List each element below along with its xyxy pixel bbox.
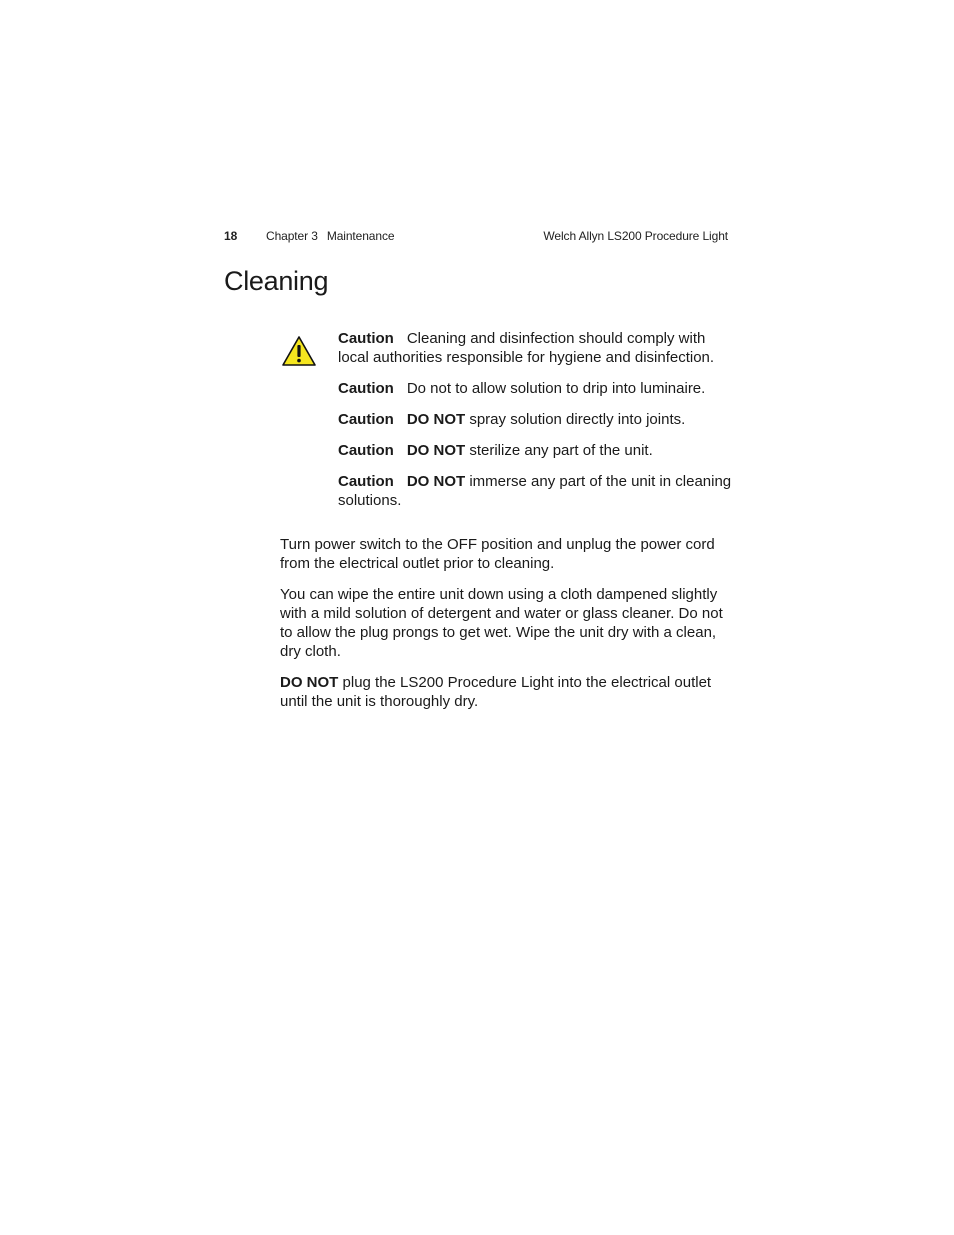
caution-text: sterilize any part of the unit. [469,442,653,459]
caution-text: Cleaning and disinfection should comply with local authorities responsible for hygiene and disinfection. [338,330,715,366]
section-title: Cleaning [224,266,329,296]
caution-list [338,329,738,522]
caution-item [338,472,738,510]
paragraph-power-off: Turn power switch to the OFF position and unplug the power cord from the electrical outlet prior to cleaning. [280,536,715,572]
paragraph-emphasis: DO NOT [280,674,339,691]
page-header [224,229,730,247]
warning-triangle-icon [281,335,317,367]
caution-label: Caution [338,330,394,347]
caution-label: Caution [338,411,394,428]
caution-text: Do not to allow solution to drip into luminaire. [406,380,706,397]
caution-item [338,379,738,398]
chapter-number: Chapter 3 [266,229,318,243]
chapter-label [266,229,394,243]
page-number: 18 [224,229,238,243]
caution-emphasis: DO NOT [406,473,466,490]
caution-item [338,329,738,367]
caution-item [338,410,738,429]
body-text [280,535,735,723]
caution-text: spray solution directly into joints. [469,411,686,428]
paragraph-wipe-unit: You can wipe the entire unit down using a cloth dampened slightly with a mild solution of detergent and water or glass cleaner. Do not to allow the plug prongs to get wet. Wipe the unit dry with a clean, dry cloth. [280,586,723,660]
caution-emphasis: DO NOT [406,411,466,428]
caution-label: Caution [338,473,394,490]
chapter-title: Maintenance [326,229,395,243]
caution-text: immerse any part of the unit in cleaning solutions. [338,473,732,509]
document-title: Welch Allyn LS200 Procedure Light [543,229,728,243]
paragraph-text: plug the LS200 Procedure Light into the electrical outlet until the unit is thoroughly dry. [280,674,712,710]
paragraph-do-not-plug [280,673,735,711]
caution-label: Caution [338,442,394,459]
caution-item [338,441,738,460]
caution-emphasis: DO NOT [406,442,466,459]
caution-label: Caution [338,380,394,397]
